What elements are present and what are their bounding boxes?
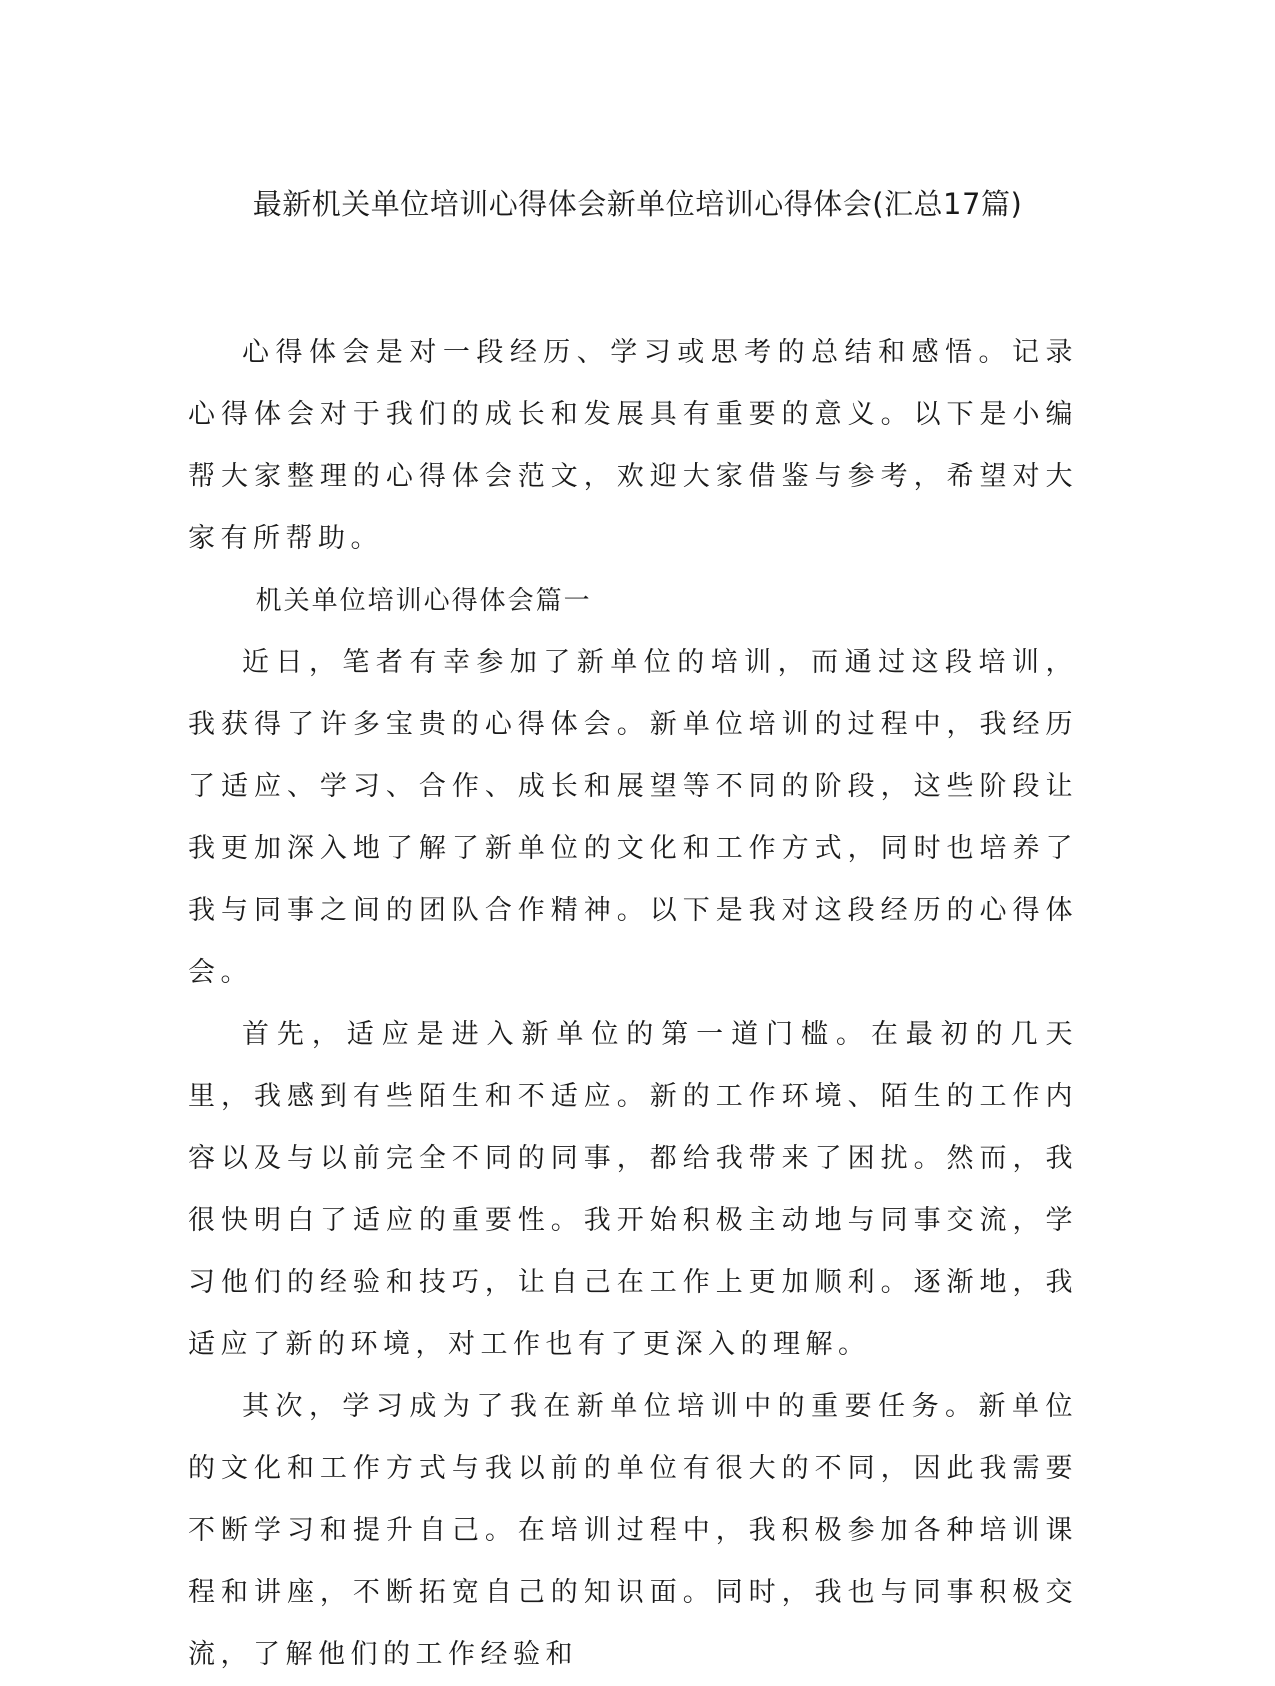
body-paragraph: 首先，适应是进入新单位的第一道门槛。在最初的几天里，我感到有些陌生和不适应。新的工作环境、陌生的工作内容以及与以前完全不同的同事，都给我带来了困扰。然而，我很快明白了适应的重要性。我开始积极主动地与同事交流，学习他们的经验和技巧，让自己在工作上更加顺利。逐渐地，我适应了新的环境，对工作也有了更深入的理解。	[188, 1019, 1078, 1360]
section-heading: 机关单位培训心得体会篇一	[255, 586, 592, 616]
document-title: 最新机关单位培训心得体会新单位培训心得体会(汇总17篇)	[252, 187, 1023, 221]
document-body	[188, 322, 1078, 1686]
body-paragraph: 近日，笔者有幸参加了新单位的培训，而通过这段培训，我获得了许多宝贵的心得体会。新单位培训的过程中，我经历了适应、学习、合作、成长和展望等不同的阶段，这些阶段让我更加深入地了解了新单位的文化和工作方式，同时也培养了我与同事之间的团队合作精神。以下是我对这段经历的心得体会。	[188, 647, 1078, 988]
intro-paragraph: 心得体会是对一段经历、学习或思考的总结和感悟。记录心得体会对于我们的成长和发展具有重要的意义。以下是小编帮大家整理的心得体会范文，欢迎大家借鉴与参考，希望对大家有所帮助。	[188, 337, 1078, 554]
body-paragraph: 其次，学习成为了我在新单位培训中的重要任务。新单位的文化和工作方式与我以前的单位有很大的不同，因此我需要不断学习和提升自己。在培训过程中，我积极参加各种培训课程和讲座，不断拓宽自己的知识面。同时，我也与同事积极交流，了解他们的工作经验和	[188, 1391, 1078, 1670]
